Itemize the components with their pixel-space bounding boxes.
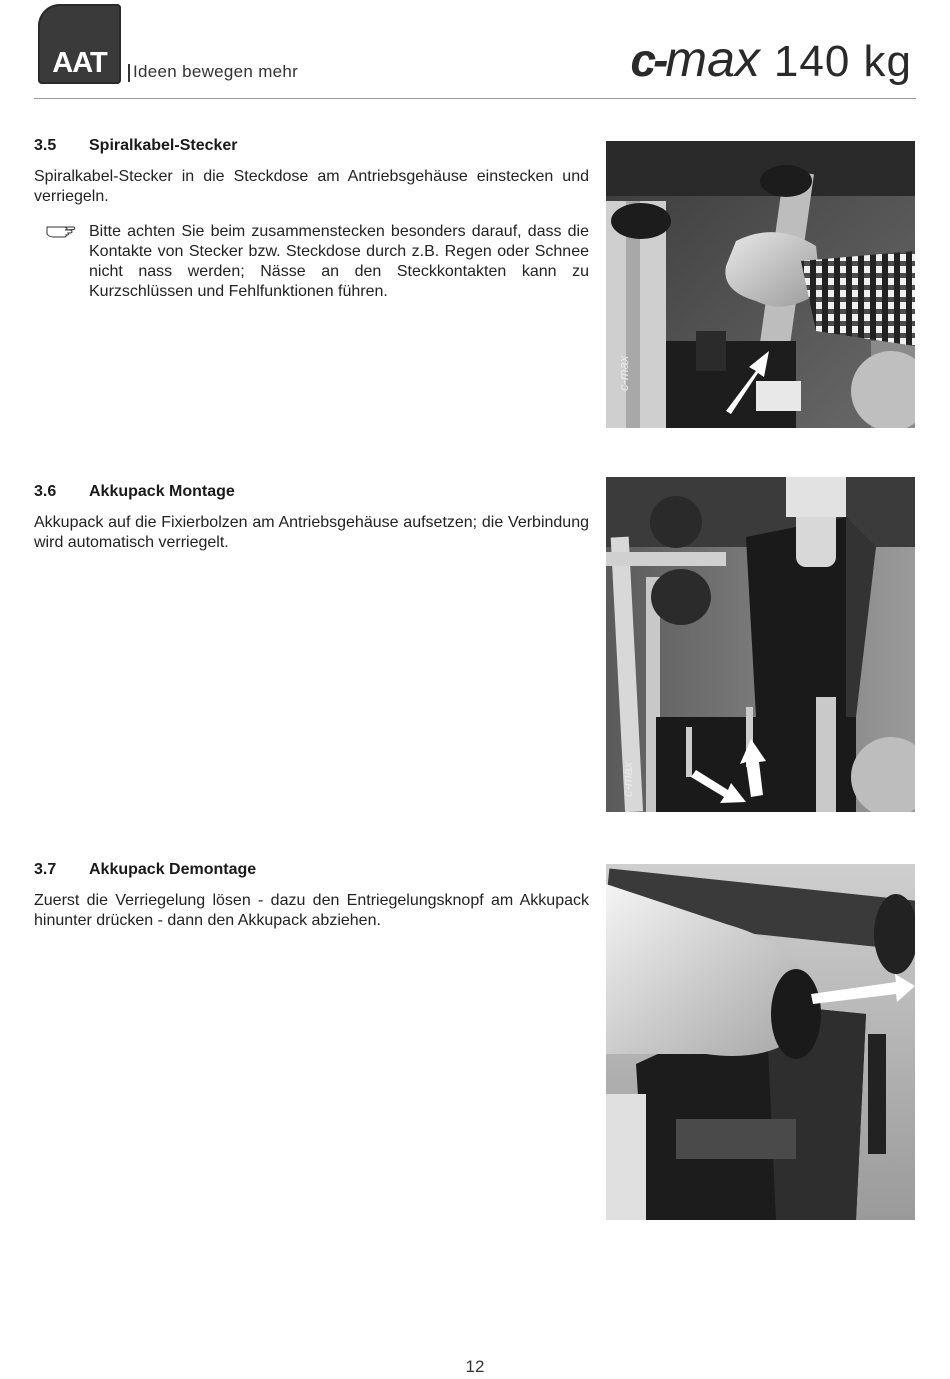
section-number: 3.5 (34, 137, 57, 154)
brand-weight: 140 kg (773, 37, 912, 86)
photo-battery-removal (606, 864, 915, 1220)
photo-cable-plug (606, 141, 915, 428)
product-brand (631, 30, 912, 86)
photo-brand-label: c-max (620, 761, 635, 797)
section-heading-3-6 (34, 483, 235, 501)
photo-battery-mounting (606, 477, 915, 812)
brand-name: max (665, 31, 760, 87)
section-title: Spiralkabel-Stecker (89, 137, 238, 154)
section-number: 3.6 (34, 483, 57, 500)
warning-note: Bitte achten Sie beim zusammenstecken besonders darauf, dass die Kontakte von Stecker bzw. Steckdose durch z.B. Regen oder Schnee nicht nass werden; Nässe an den Steckkontakten kann zu Kurzschlüssen und Fehlfunktionen führen. (89, 223, 589, 300)
section-title: Akkupack Demontage (89, 861, 257, 878)
header-divider (34, 98, 916, 99)
tagline-divider (128, 64, 130, 82)
section-text: Spiralkabel-Stecker in die Steckdose am Antriebsgehäuse einstecken und verriegeln. (34, 168, 589, 205)
section-text: Zuerst die Verriegelung lösen - dazu den Entriegelungsknopf am Akkupack hinunter drücken - dann den Akkupack abziehen. (34, 892, 589, 929)
section-heading-3-5 (34, 137, 238, 155)
brand-prefix: c- (630, 34, 666, 86)
tagline: Ideen bewegen mehr (133, 62, 299, 81)
section-number: 3.7 (34, 861, 57, 878)
logo-text: AAT (52, 47, 107, 79)
pointing-hand-icon (46, 222, 76, 238)
section-text: Akkupack auf die Fixierbolzen am Antriebsgehäuse aufsetzen; die Verbindung wird automatisch verriegelt. (34, 514, 589, 551)
photo-brand-label: c-max (616, 355, 631, 391)
page-number: 12 (465, 1357, 485, 1376)
section-heading-3-7 (34, 861, 256, 879)
aat-logo (38, 4, 121, 84)
section-title: Akkupack Montage (89, 483, 235, 500)
